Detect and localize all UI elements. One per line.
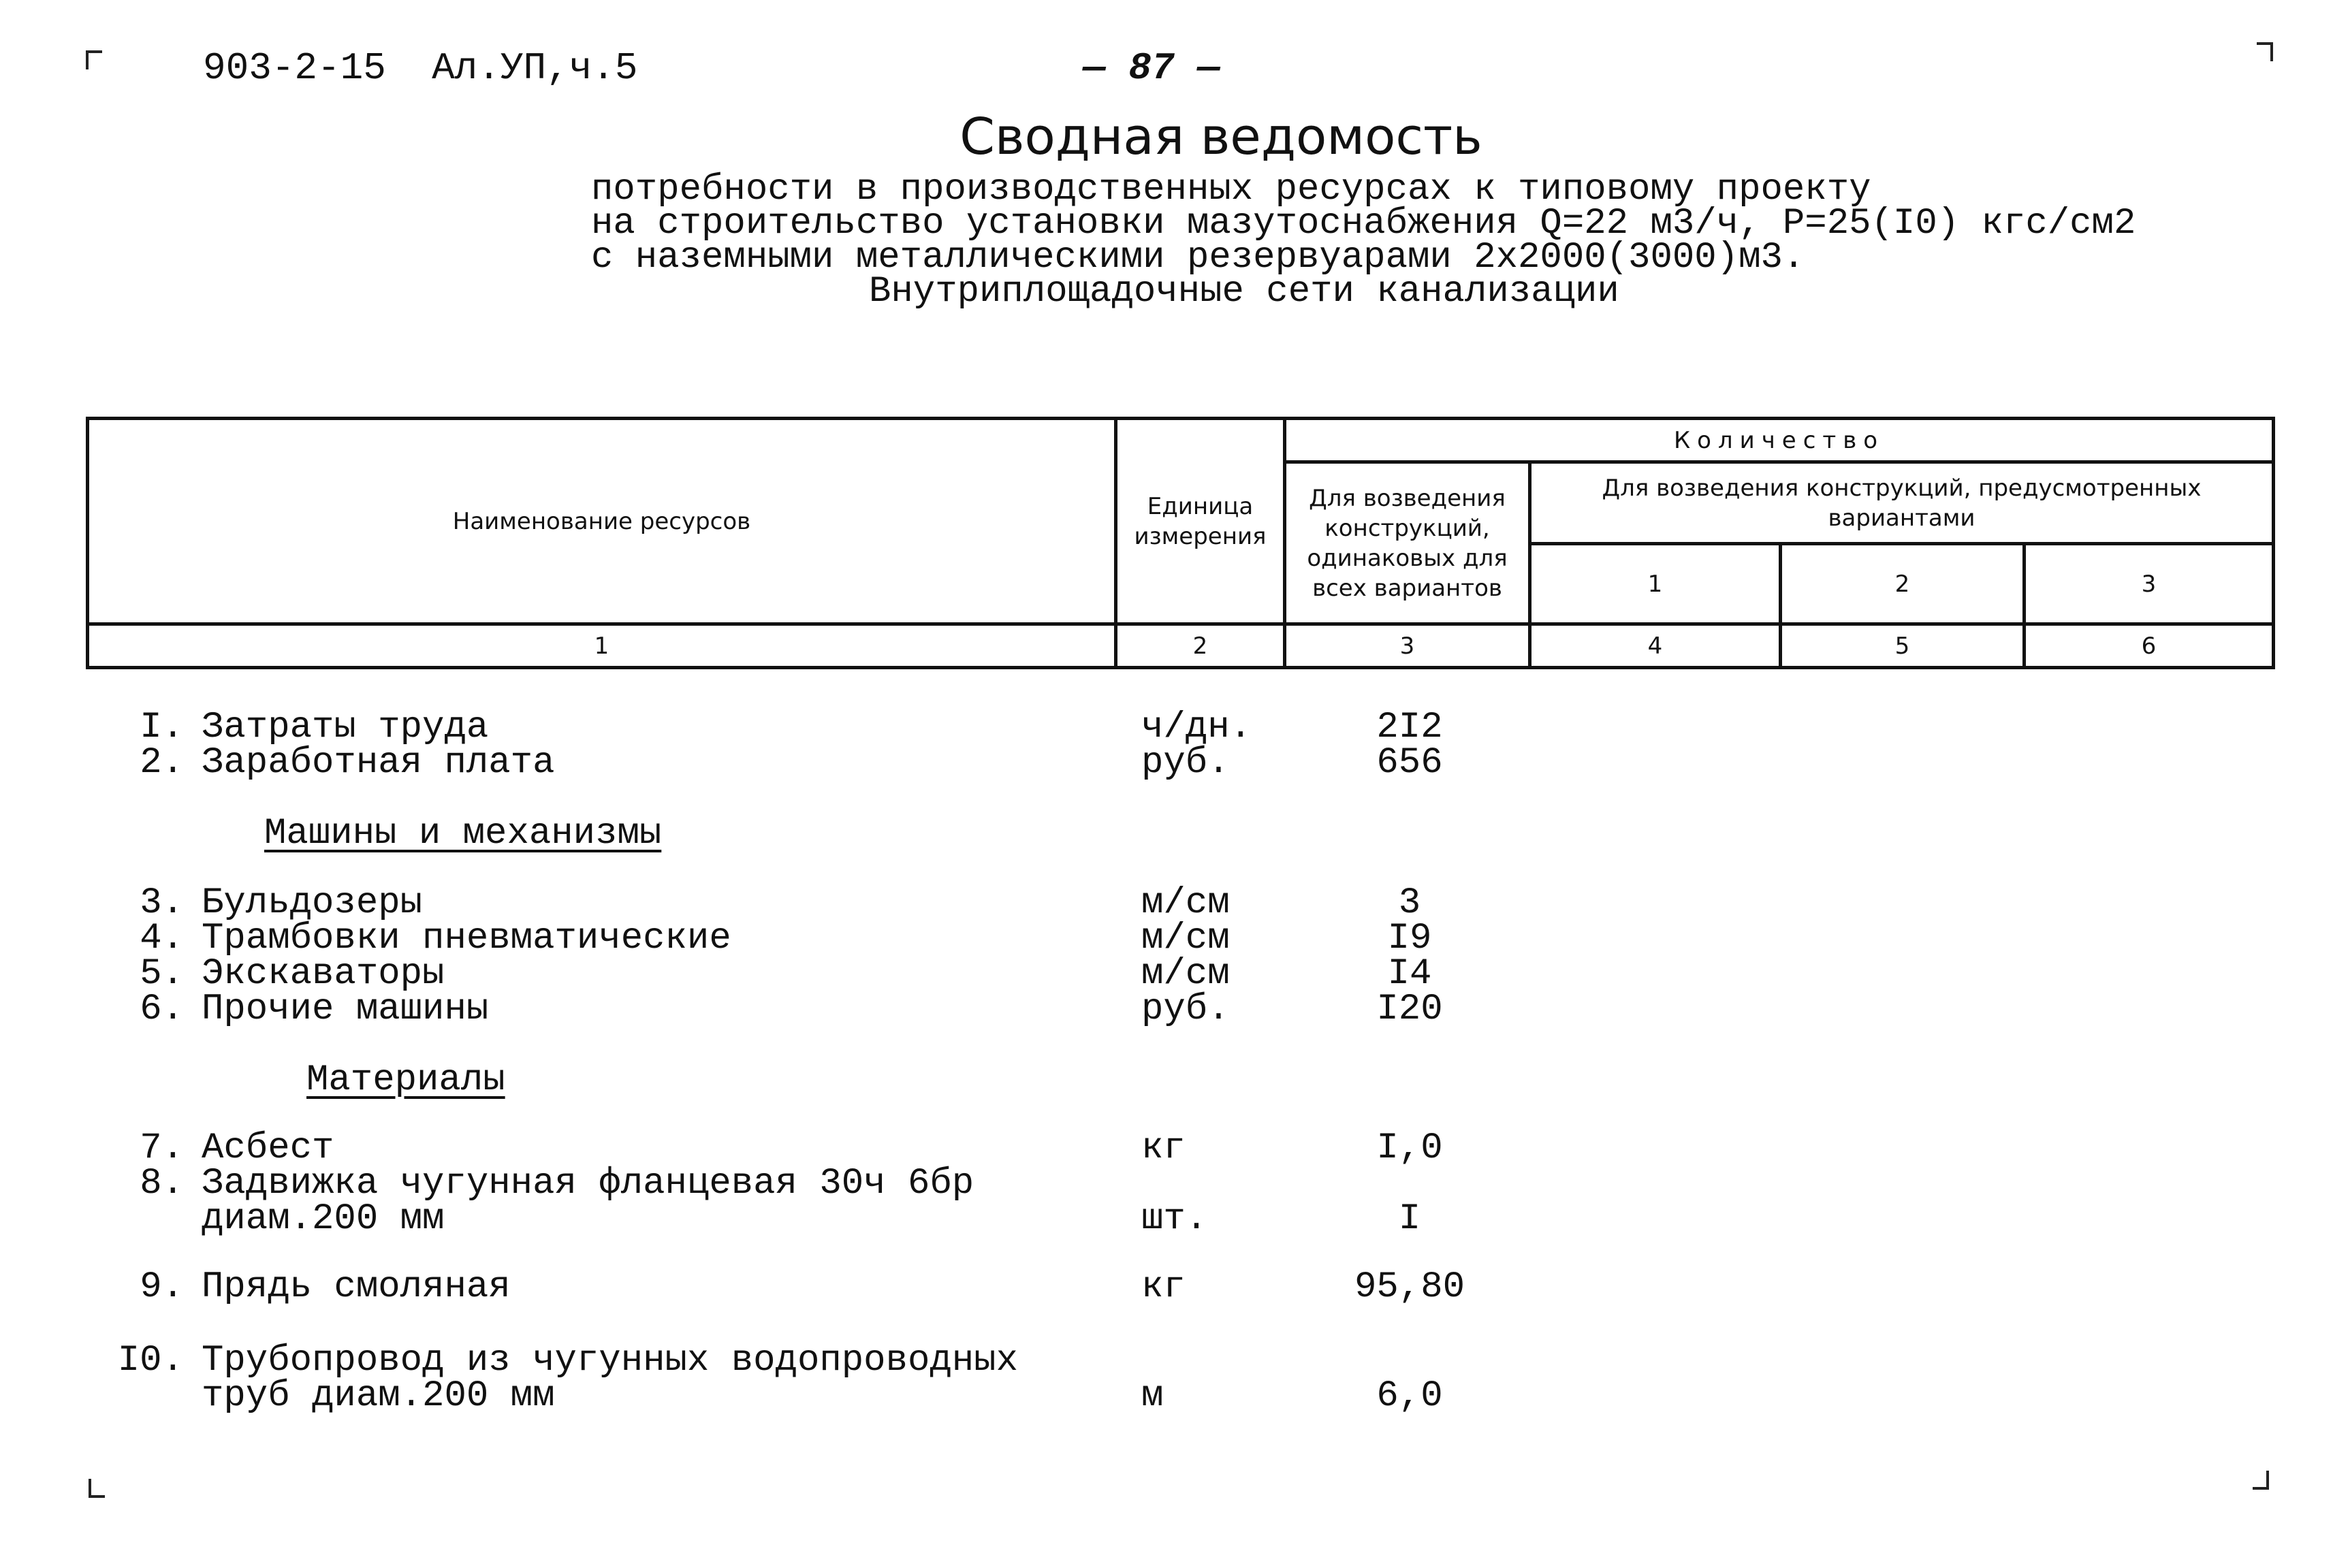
section-machines: Машины и механизмы (264, 813, 662, 854)
subtitle-line-2: на строительство установки мазутоснабжения Q=22 м3/ч, Р=25(I0) кгс/см2 (591, 203, 2136, 244)
header-variant-1: 1 (1530, 544, 1781, 624)
header-variant-3: 3 (2025, 544, 2274, 624)
corner-mark-bottom-left (89, 1479, 105, 1498)
header-quantity: Количество (1285, 419, 2274, 462)
column-number-1: 1 (88, 624, 1116, 668)
corner-mark-bottom-right (2253, 1471, 2269, 1490)
subtitle-line-3: с наземными металлическими резервуарами 2х2000(3000)м3. (591, 237, 1805, 278)
doc-code: 903-2-15 (203, 46, 386, 90)
header-resource-name: Наименование ресурсов (88, 419, 1116, 624)
album-ref: Ал.УП,ч.5 (432, 46, 638, 90)
column-number-6: 6 (2025, 624, 2274, 668)
column-number-2: 2 (1116, 624, 1285, 668)
corner-mark-top-left (86, 50, 102, 69)
document-code (203, 46, 638, 90)
page-title: Сводная ведомость (959, 108, 1482, 166)
subtitle-line-4: Внутриплощадочные сети канализации (869, 271, 1619, 313)
page-number: — 87 — (1083, 46, 1220, 90)
subtitle-line-1: потребности в производственных ресурсах к типовому проекту (591, 169, 1871, 210)
column-number-3: 3 (1285, 624, 1530, 668)
header-unit: Единица измерения (1116, 419, 1285, 624)
section-materials: Материалы (306, 1059, 505, 1101)
column-number-4: 4 (1530, 624, 1781, 668)
header-variants: Для возведения конструкций, предусмотренных вариантами (1530, 462, 2274, 544)
column-number-5: 5 (1781, 624, 2025, 668)
resources-table-header (86, 417, 2275, 669)
header-common: Для возведения конструкций, одинаковых для всех вариантов (1285, 462, 1530, 624)
corner-mark-top-right (2257, 42, 2273, 61)
header-variant-2: 2 (1781, 544, 2025, 624)
